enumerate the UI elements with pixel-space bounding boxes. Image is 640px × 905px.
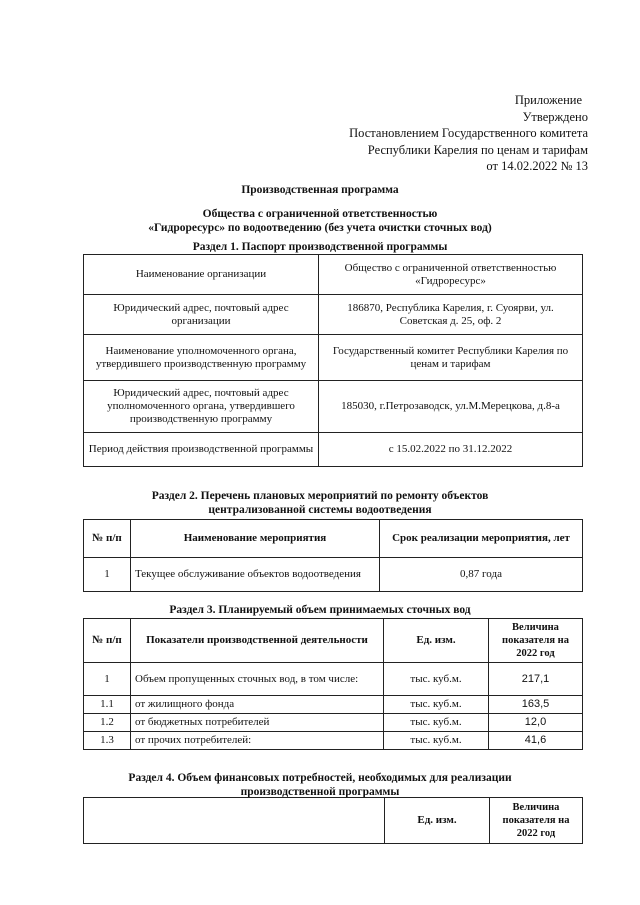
- passport-value: Общество с ограниченной ответственностью «Гидроресурс»: [319, 255, 583, 295]
- table-row: [84, 255, 583, 295]
- table-row: [84, 732, 583, 750]
- header-blank: [84, 798, 385, 844]
- table-row: [84, 663, 583, 696]
- cell-num: 1.1: [84, 696, 131, 714]
- cell-unit: тыс. куб.м.: [384, 696, 489, 714]
- approval-line: Утверждено: [522, 109, 588, 124]
- cell-num: 1.3: [84, 732, 131, 750]
- cell-indicator: Объем пропущенных сточных вод, в том числе:: [131, 663, 384, 696]
- repair-table: [83, 519, 583, 592]
- cell-indicator: от бюджетных потребителей: [131, 714, 384, 732]
- section4-title-line2: производственной программы: [240, 786, 400, 798]
- approval-line: Постановлением Государственного комитета: [349, 126, 588, 140]
- passport-label: Период действия производственной программы: [84, 433, 319, 467]
- section2-title-line1: Раздел 2. Перечень плановых мероприятий по ремонту объектов: [151, 490, 489, 502]
- passport-label: Наименование организации: [84, 255, 319, 295]
- finance-table: [83, 797, 583, 844]
- table-header-row: [84, 520, 583, 558]
- org-title-line1: Общества с ограниченной ответственностью: [202, 208, 438, 220]
- header-num: № п/п: [84, 520, 131, 558]
- table-row: [84, 295, 583, 335]
- approval-line: Республики Карелия по ценам и тарифам: [367, 142, 588, 157]
- approval-line: от 14.02.2022 № 13: [486, 159, 588, 173]
- passport-table: [83, 254, 583, 467]
- section3-title: Раздел 3. Планируемый объем принимаемых сточных вод: [169, 604, 471, 616]
- cell-value: 12,0: [489, 714, 583, 732]
- table-header-row: [84, 798, 583, 844]
- header-indicator: Показатели производственной деятельности: [131, 619, 384, 663]
- cell-term: 0,87 года: [380, 558, 583, 592]
- cell-indicator: от жилищного фонда: [131, 696, 384, 714]
- cell-unit: тыс. куб.м.: [384, 714, 489, 732]
- section2-title-line2: централизованной системы водоотведения: [208, 504, 432, 516]
- passport-value: с 15.02.2022 по 31.12.2022: [319, 433, 583, 467]
- passport-label: Юридический адрес, почтовый адрес уполномоченного органа, утвердившего производственную программу: [84, 381, 319, 433]
- table-row: [84, 696, 583, 714]
- passport-value: Государственный комитет Республики Карелия по ценам и тарифам: [319, 335, 583, 381]
- org-title-line2: «Гидроресурс» по водоотведению (без учета очистки сточных вод): [148, 222, 492, 234]
- cell-num: 1.2: [84, 714, 131, 732]
- table-row: [84, 335, 583, 381]
- cell-indicator: от прочих потребителей:: [131, 732, 384, 750]
- passport-value: 185030, г.Петрозаводск, ул.М.Мерецкова, д.8-а: [319, 381, 583, 433]
- approval-block: [349, 92, 588, 175]
- program-title: Производственная программа: [241, 184, 399, 196]
- header-unit: Ед. изм.: [385, 798, 490, 844]
- cell-num: 1: [84, 558, 131, 592]
- cell-unit: тыс. куб.м.: [384, 663, 489, 696]
- header-term: Срок реализации мероприятия, лет: [380, 520, 583, 558]
- header-num: № п/п: [84, 619, 131, 663]
- table-row: [84, 558, 583, 592]
- table-row: [84, 381, 583, 433]
- table-row: [84, 433, 583, 467]
- cell-value: 41,6: [489, 732, 583, 750]
- passport-value: 186870, Республика Карелия, г. Суоярви, ул. Советская д. 25, оф. 2: [319, 295, 583, 335]
- table-header-row: [84, 619, 583, 663]
- header-value: Величина показателя на 2022 год: [489, 619, 583, 663]
- table-row: [84, 714, 583, 732]
- cell-value: 217,1: [489, 663, 583, 696]
- section4-title-line1: Раздел 4. Объем финансовых потребностей, необходимых для реализации: [128, 772, 512, 784]
- cell-unit: тыс. куб.м.: [384, 732, 489, 750]
- section1-title: Раздел 1. Паспорт производственной программы: [192, 241, 448, 253]
- header-name: Наименование мероприятия: [131, 520, 380, 558]
- cell-value: 163,5: [489, 696, 583, 714]
- header-unit: Ед. изм.: [384, 619, 489, 663]
- cell-num: 1: [84, 663, 131, 696]
- passport-label: Наименование уполномоченного органа, утвердившего производственную программу: [84, 335, 319, 381]
- header-value: Величина показателя на 2022 год: [490, 798, 583, 844]
- approval-line: Приложение: [514, 93, 582, 107]
- cell-name: Текущее обслуживание объектов водоотведения: [131, 558, 380, 592]
- passport-label: Юридический адрес, почтовый адрес организации: [84, 295, 319, 335]
- wastewater-table: [83, 618, 583, 750]
